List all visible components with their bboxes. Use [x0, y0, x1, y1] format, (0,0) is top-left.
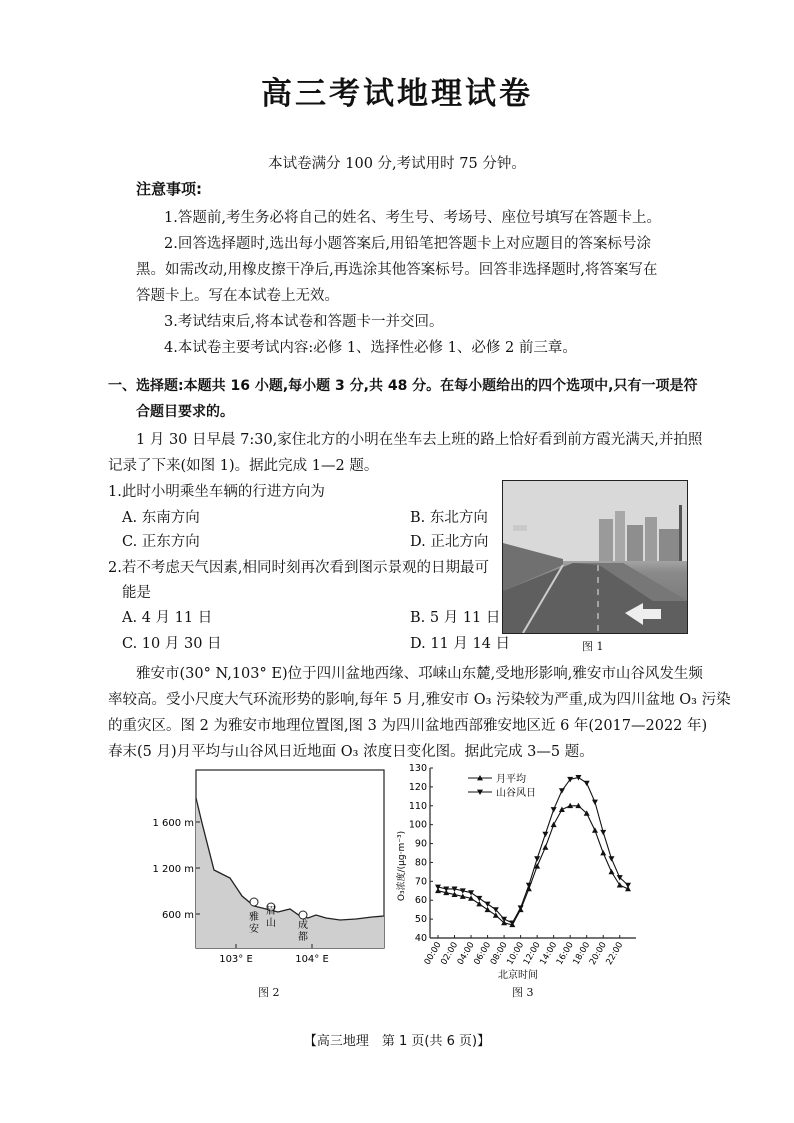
legend-label: 月平均: [496, 774, 526, 785]
note-item: 答题卡上。写在本试卷上无效。: [136, 288, 339, 304]
q2-option-a: A. 4 月 11 日: [122, 610, 213, 626]
figure-1-photo: [502, 480, 688, 634]
data-point: [592, 827, 598, 832]
data-point: [485, 902, 491, 907]
x-tick-label: 104° E: [295, 954, 329, 965]
y-tick-label: 130: [408, 763, 427, 774]
data-point: [617, 882, 623, 887]
y-tick-label: 60: [414, 895, 427, 907]
data-point: [592, 800, 598, 805]
legend-label: 山谷风日: [496, 788, 536, 799]
score-line: 本试卷满分 100 分,考试用时 75 分钟。: [268, 156, 526, 172]
note-item: 1.答题前,考生务必将自己的姓名、考生号、考场号、座位号填写在答题卡上。: [164, 210, 661, 226]
data-point: [559, 788, 565, 793]
note-item: 4.本试卷主要考试内容:必修 1、选择性必修 1、必修 2 前三章。: [164, 340, 577, 356]
y-tick-label: 70: [414, 876, 427, 888]
passage-line: 的重灾区。图 2 为雅安市地理位置图,图 3 为四川盆地西部雅安地区近 6 年(2017—2022 年): [108, 718, 708, 734]
data-point: [542, 844, 548, 849]
place-label-meishan-2: 山: [266, 918, 276, 929]
x-tick-label: 14:00: [538, 940, 560, 967]
q1-option-d: D. 正北方向: [410, 534, 489, 550]
figure-2-terrain-profile: [150, 768, 390, 968]
x-tick-label: 16:00: [554, 940, 576, 967]
page-footer: 【高三地理 第 1 页(共 6 页)】: [303, 1034, 491, 1049]
notes-heading: 注意事项:: [136, 180, 202, 198]
data-point: [542, 832, 548, 837]
y-tick-label: 90: [414, 838, 427, 850]
data-point: [476, 896, 482, 901]
data-point: [559, 807, 565, 812]
place-label-meishan-1: 眉: [266, 906, 276, 917]
figure-3-o3-chart: [390, 762, 650, 984]
x-tick-label: 10:00: [505, 940, 527, 967]
x-tick-label: 18:00: [571, 940, 593, 967]
y-axis-title: O₃浓度/(μg·m⁻³): [397, 830, 407, 902]
x-tick-label: 00:00: [422, 940, 444, 967]
place-label-chengdu-2: 都: [298, 932, 308, 943]
data-point: [509, 920, 515, 925]
question-2-stem: 2.若不考虑天气因素,相同时刻再次看到图示景观的日期最可: [108, 560, 489, 576]
data-point: [476, 901, 482, 906]
section-heading: 一、选择题:本题共 16 小题,每小题 3 分,共 48 分。在每小题给出的四个选项中,只有一项是符: [108, 378, 698, 394]
road-scene-illustration: [503, 481, 687, 633]
x-tick-label: 22:00: [604, 940, 626, 967]
y-tick-label: 120: [408, 781, 427, 793]
data-point: [526, 883, 532, 888]
place-label-chengdu-1: 成: [298, 920, 308, 931]
x-tick-label: 12:00: [521, 940, 543, 967]
figure-1-caption: 图 1: [582, 640, 604, 653]
question-2-stem-cont: 能是: [122, 585, 151, 601]
passage-line: 1 月 30 日早晨 7:30,家住北方的小明在坐车去上班的路上恰好看到前方霞光满天,并拍照: [136, 432, 703, 448]
y-tick-label: 1 600 m: [152, 818, 194, 829]
y-tick-label: 100: [408, 819, 427, 831]
data-point: [608, 869, 614, 874]
passage-line: 率较高。受小尺度大气环流形势的影响,每年 5 月,雅安市 O₃ 污染较为严重,成为四川盆地 O₃ 污染: [108, 692, 731, 708]
data-point: [551, 807, 557, 812]
chart-legend: [468, 772, 536, 799]
q1-option-a: A. 东南方向: [122, 510, 200, 526]
x-tick-label: 08:00: [488, 940, 510, 967]
data-point: [600, 830, 606, 835]
q2-option-b: B. 5 月 11 日: [410, 610, 501, 626]
q2-option-c: C. 10 月 30 日: [122, 636, 222, 652]
x-tick-label: 04:00: [455, 940, 477, 967]
x-tick-label: 20:00: [587, 940, 609, 967]
series-line-monthly-avg: [438, 806, 628, 925]
q1-option-c: C. 正东方向: [122, 534, 200, 550]
passage-line: 春末(5 月)月平均与山谷风日近地面 O₃ 浓度日变化图。据此完成 3—5 题。: [108, 744, 594, 760]
yaan-marker: [250, 898, 258, 906]
x-tick-label: 02:00: [439, 940, 461, 967]
x-tick-label: 06:00: [472, 940, 494, 967]
note-item: 黑。如需改动,用橡皮擦干净后,再选涂其他答案标号。回答非选择题时,将答案写在: [136, 262, 658, 278]
passage-line: 记录了下来(如图 1)。据此完成 1—2 题。: [108, 458, 379, 474]
y-tick-label: 600 m: [161, 910, 194, 921]
terrain-area: [196, 798, 384, 948]
data-point: [584, 781, 590, 786]
place-label-yaan-1: 雅: [249, 912, 259, 923]
series-line-valley-wind-day: [438, 777, 628, 922]
x-axis-title: 北京时间: [498, 970, 538, 981]
q1-option-b: B. 东北方向: [410, 510, 488, 526]
place-label-yaan-2: 安: [249, 924, 259, 935]
note-item: 2.回答选择题时,选出每小题答案后,用铅笔把答题卡上对应题目的答案标号涂: [164, 236, 652, 252]
passage-line: 雅安市(30° N,103° E)位于四川盆地西缘、邛崃山东麓,受地形影响,雅安市山谷风发生频: [136, 666, 703, 682]
question-1-stem: 1.此时小明乘坐车辆的行进方向为: [108, 484, 325, 500]
data-point: [600, 850, 606, 855]
figure-2-caption: 图 2: [258, 986, 280, 999]
data-point: [625, 883, 631, 888]
x-tick-label: 103° E: [219, 954, 253, 965]
data-point: [485, 907, 491, 912]
data-point: [608, 856, 614, 861]
data-point: [551, 822, 557, 827]
y-tick-label: 50: [414, 914, 427, 926]
figure-3-caption: 图 3: [512, 986, 534, 999]
data-point: [493, 912, 499, 917]
y-tick-label: 110: [408, 800, 427, 812]
section-heading-cont: 合题目要求的。: [136, 404, 234, 420]
chengdu-marker: [299, 911, 307, 919]
y-tick-label: 40: [414, 933, 427, 944]
data-point: [468, 890, 474, 895]
q2-option-d: D. 11 月 14 日: [410, 636, 511, 652]
note-item: 3.考试结束后,将本试卷和答题卡一并交回。: [164, 314, 444, 330]
page-title: 高三考试地理试卷: [261, 76, 533, 112]
y-tick-label: 80: [414, 857, 427, 869]
y-tick-label: 1 200 m: [152, 864, 194, 875]
data-point: [518, 905, 524, 910]
